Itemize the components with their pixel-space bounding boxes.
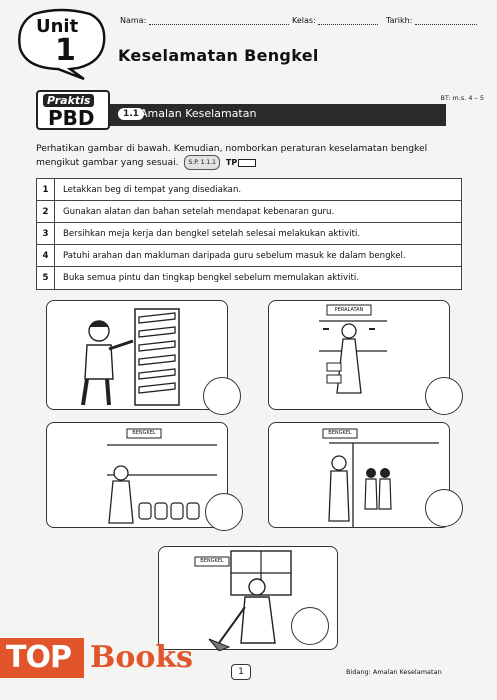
- student-info-fields: [120, 16, 490, 30]
- teacher-instructions-illustration: [269, 423, 451, 529]
- unit-label: Unit: [36, 16, 79, 37]
- page-number: 1: [231, 664, 251, 680]
- answer-circle[interactable]: [291, 607, 329, 645]
- boy-opening-window-illustration: [47, 301, 229, 411]
- rule-text: Letakkan beg di tempat yang disediakan.: [63, 184, 242, 195]
- rule-text: Bersihkan meja kerja dan bengkel setelah selesai melakukan aktiviti.: [63, 228, 361, 239]
- class-blank[interactable]: [318, 17, 378, 25]
- picture-panel-bags: [46, 422, 228, 528]
- date-field[interactable]: [386, 16, 477, 25]
- watermark-top: TOP: [0, 638, 84, 678]
- tools-permission-illustration: [269, 301, 451, 411]
- rule-row: [37, 223, 461, 245]
- instructions-text: Perhatikan gambar di bawah. Kemudian, nomborkan peraturan keselamatan bengkel mengikut gambar yang sesuai.: [36, 143, 428, 168]
- peralatan-sign: PERALATAN: [334, 307, 364, 313]
- name-blank[interactable]: [149, 17, 289, 25]
- watermark-logo: [0, 634, 196, 680]
- footer-subject: Bidang: Amalan Keselamatan: [346, 668, 442, 676]
- rule-row: [37, 245, 461, 267]
- name-label: Nama:: [120, 16, 147, 25]
- rule-row: [37, 179, 461, 201]
- bengkel-sign: BENGKEL: [328, 430, 352, 436]
- pbd-label: PBD: [48, 106, 95, 130]
- rule-number: 5: [37, 267, 55, 289]
- rules-table: [36, 178, 462, 290]
- tp-box[interactable]: [238, 159, 256, 167]
- section-number: 1.1: [118, 108, 144, 120]
- answer-circle[interactable]: [203, 377, 241, 415]
- rule-text: Gunakan alatan dan bahan setelah mendapat kebenaran guru.: [63, 206, 335, 217]
- rule-number: 1: [37, 179, 55, 200]
- date-label: Tarikh:: [386, 16, 413, 25]
- rule-number: 2: [37, 201, 55, 222]
- page-title: Keselamatan Bengkel: [118, 46, 319, 65]
- praktis-label: Praktis: [43, 94, 94, 107]
- praktis-pbd-logo: [36, 90, 110, 130]
- placing-bags-illustration: [47, 423, 229, 529]
- unit-number: 1: [55, 33, 76, 68]
- bengkel-sign: BENGKEL: [200, 558, 224, 564]
- rule-row: [37, 267, 461, 289]
- name-field[interactable]: [120, 16, 289, 25]
- sp-badge: S.P. 1.1.1: [184, 155, 219, 170]
- class-field[interactable]: [292, 16, 378, 25]
- watermark-books: Books: [90, 640, 194, 675]
- instructions: [36, 142, 466, 170]
- class-label: Kelas:: [292, 16, 316, 25]
- picture-panel-tools-permission: [268, 300, 450, 410]
- date-blank[interactable]: [415, 17, 477, 25]
- rule-number: 3: [37, 223, 55, 244]
- rule-text: Buka semua pintu dan tingkap bengkel sebelum memulakan aktiviti.: [63, 273, 359, 283]
- picture-panel-teacher-instructions: [268, 422, 450, 528]
- textbook-reference: BT: m.s. 4 – 5: [440, 94, 484, 102]
- rule-number: 4: [37, 245, 55, 266]
- section-title: Amalan Keselamatan: [140, 107, 257, 120]
- answer-circle[interactable]: [205, 493, 243, 531]
- picture-panel-open-windows: [46, 300, 228, 410]
- bengkel-sign: BENGKEL: [132, 430, 156, 436]
- rule-text: Patuhi arahan dan makluman daripada guru sebelum masuk ke dalam bengkel.: [63, 250, 406, 261]
- answer-circle[interactable]: [425, 377, 463, 415]
- answer-circle[interactable]: [425, 489, 463, 527]
- rule-row: [37, 201, 461, 223]
- tp-label: TP: [225, 158, 238, 167]
